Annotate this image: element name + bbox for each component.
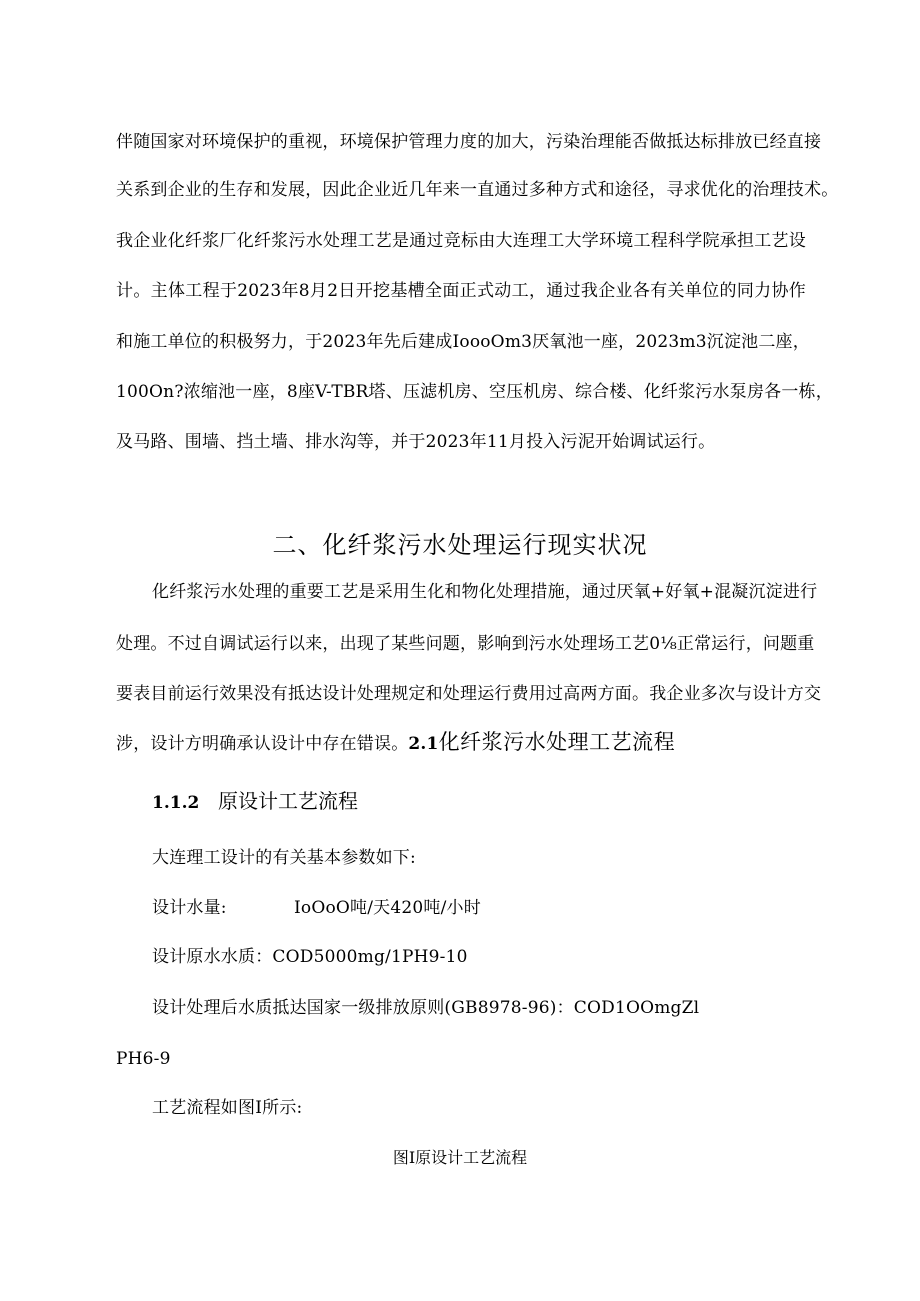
water-volume-value: IoOoO吨/天420吨/小时 [294,898,481,918]
intro-line-4: 计。主体工程于2023年8月2日开挖基槽全面正式动工，通过我企业各有关单位的同力协作 [116,281,806,301]
treated-water-quality: 设计处理后水质抵达国家一级排放原则(GB8978-96)：COD1OOmgZl [152,998,700,1018]
subsection-heading [152,788,358,816]
heading-2-1-number: 2.1 [408,734,439,754]
water-volume-label: 设计水量: [152,898,227,918]
water-volume-row [152,897,481,919]
section-2-line-4 [116,731,675,755]
figure-caption: 图I原设计工艺流程 [392,1148,528,1167]
section-2-title: 二、化纤浆污水处理运行现实状况 [272,531,648,559]
flow-reference: 工艺流程如图I所示: [152,1098,303,1118]
intro-line-5: 和施工单位的积极努力，于2023年先后建成IoooOm3厌氧池一座，2023m3沉淀池二座， [116,332,810,352]
raw-water-quality: 设计原水水质：COD5000mg/1PH9-10 [152,947,468,967]
treated-water-ph: PH6-9 [116,1049,171,1069]
intro-line-6: 100On?浓缩池一座，8座V-TBR塔、压滤机房、空压机房、综合楼、化纤浆污水泵房各一栋， [116,382,833,402]
intro-line-2: 关系到企业的生存和发展，因此企业近几年来一直通过多种方式和途径，寻求优化的治理技术。 [116,180,839,200]
section-2-line-1: 化纤浆污水处理的重要工艺是采用生化和物化处理措施，通过厌氧+好氧+混凝沉淀进行 [152,582,818,602]
heading-2-1-title: 化纤浆污水处理工艺流程 [438,730,676,754]
intro-line-7: 及马路、围墙、挡土墙、排水沟等，并于2023年11月投入污泥开始调试运行。 [116,432,716,452]
intro-line-3: 我企业化纤浆厂化纤浆污水处理工艺是通过竞标由大连理工大学环境工程科学院承担工艺设 [116,231,806,251]
intro-line-1: 伴随国家对环境保护的重视，环境保护管理力度的加大，污染治理能否做抵达标排放已经直接 [116,132,822,152]
section-2-line-3: 要表目前运行效果没有抵达设计处理规定和处理运行费用过高两方面。我企业多次与设计方交 [116,684,822,704]
subsection-title: 原设计工艺流程 [218,789,358,813]
section-2-line-4-text: 涉，设计方明确承认设计中存在错误。 [116,734,409,754]
section-2-line-2: 处理。不过自调试运行以来，出现了某些问题，影响到污水处理场工艺0⅛正常运行，问题重 [116,634,815,654]
params-intro: 大连理工设计的有关基本参数如下: [152,848,416,868]
subsection-number: 1.1.2 [152,793,200,813]
